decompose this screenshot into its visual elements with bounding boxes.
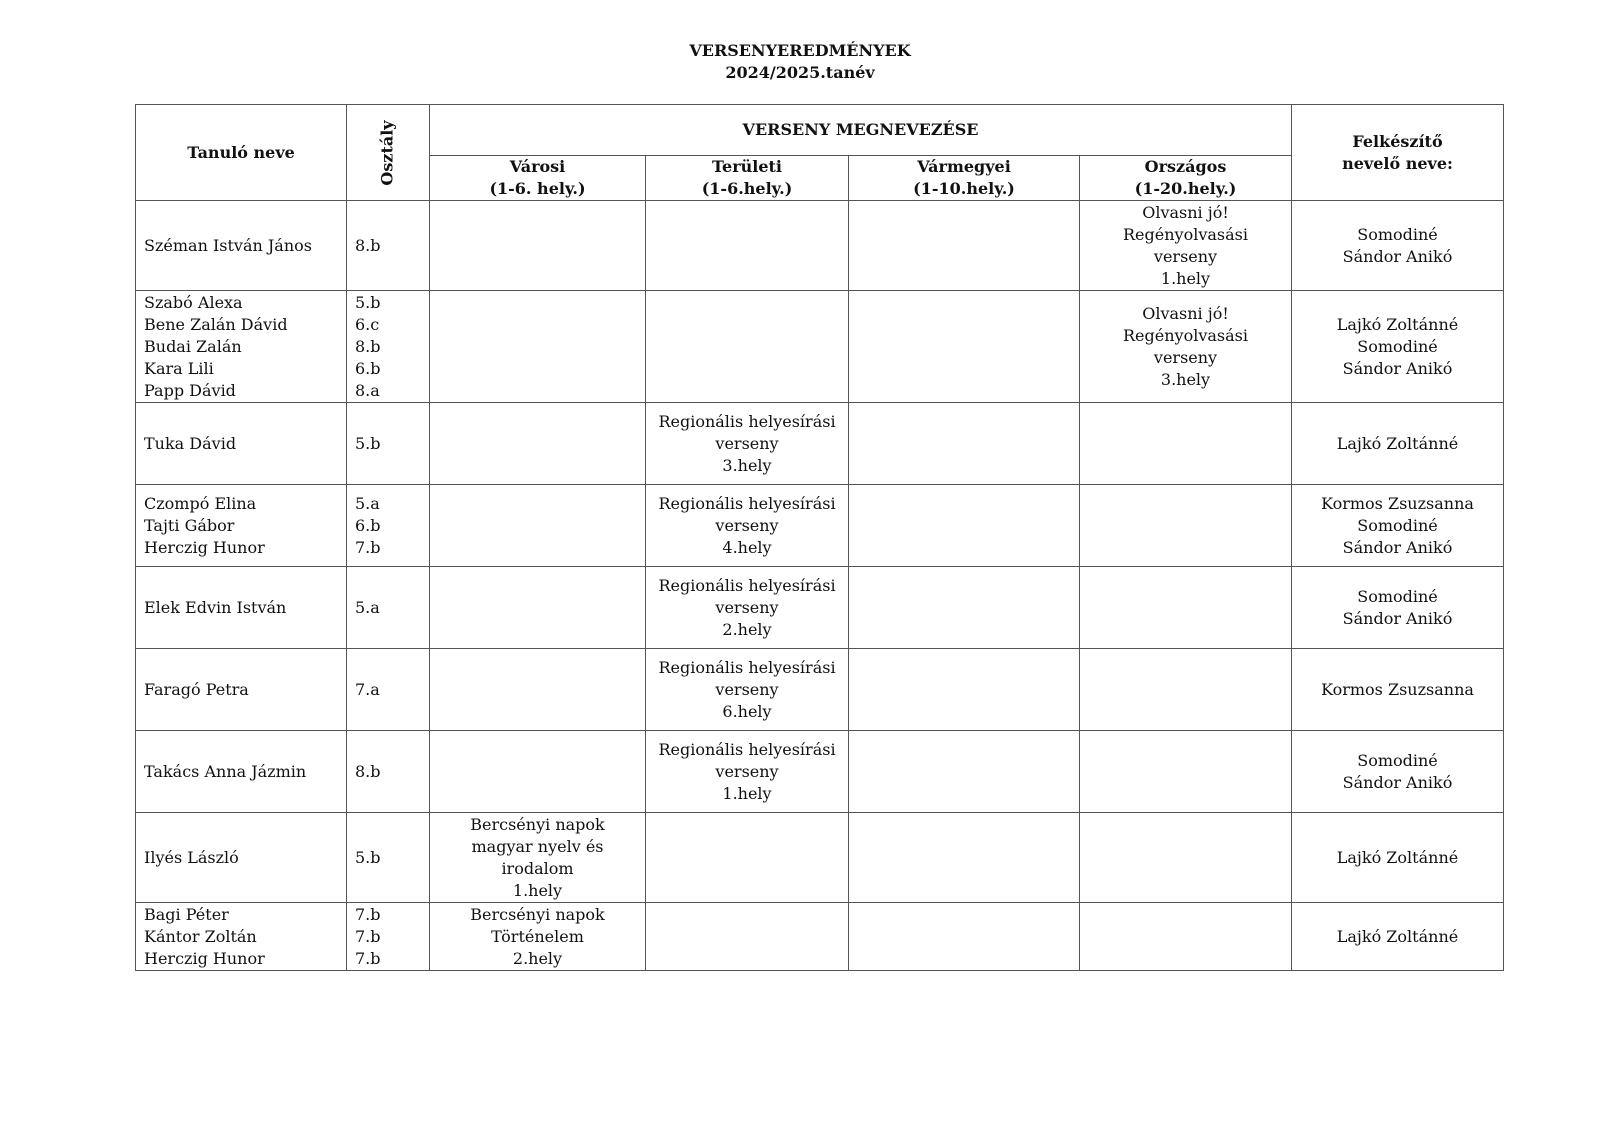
class-value: 6.b bbox=[355, 358, 381, 378]
teacher-name: Somodiné bbox=[1357, 515, 1438, 535]
varosi-cell bbox=[430, 731, 646, 813]
class-cell bbox=[347, 731, 430, 813]
header-level-orszagos bbox=[1080, 156, 1292, 201]
class-cell bbox=[347, 649, 430, 731]
class-value: 7.a bbox=[355, 679, 380, 699]
teruleti-result: verseny bbox=[715, 597, 779, 617]
header-class-label: Osztály bbox=[377, 119, 397, 186]
varosi-cell bbox=[430, 201, 646, 291]
title-line-1: VERSENYEREDMÉNYEK bbox=[689, 41, 911, 60]
header-level-varosi bbox=[430, 156, 646, 201]
varosi-cell bbox=[430, 567, 646, 649]
student-name: Bagi Péter bbox=[144, 904, 229, 924]
teruleti-result: verseny bbox=[715, 679, 779, 699]
student-name: Herczig Hunor bbox=[144, 948, 265, 968]
class-cell bbox=[347, 403, 430, 485]
table-row bbox=[136, 649, 1504, 731]
teruleti-result: 2.hely bbox=[722, 619, 772, 639]
teruleti-cell bbox=[646, 291, 849, 403]
teacher-cell bbox=[1292, 403, 1504, 485]
teruleti-result: Regionális helyesírási bbox=[658, 575, 836, 595]
varosi-cell bbox=[430, 649, 646, 731]
header-level-varosi-name: Városi bbox=[509, 157, 566, 176]
varosi-cell bbox=[430, 291, 646, 403]
student-name: Széman István János bbox=[144, 235, 312, 255]
teacher-cell bbox=[1292, 291, 1504, 403]
orszagos-cell bbox=[1080, 485, 1292, 567]
class-value: 5.a bbox=[355, 597, 380, 617]
header-level-orszagos-range: (1-20.hely.) bbox=[1134, 179, 1237, 198]
class-value: 6.b bbox=[355, 515, 381, 535]
student-name: Budai Zalán bbox=[144, 336, 242, 356]
teruleti-result: Regionális helyesírási bbox=[658, 657, 836, 677]
teruleti-cell bbox=[646, 649, 849, 731]
varosi-result: Történelem bbox=[491, 926, 584, 946]
student-name: Czompó Elina bbox=[144, 493, 257, 513]
orszagos-cell bbox=[1080, 291, 1292, 403]
teacher-name: Sándor Anikó bbox=[1342, 246, 1453, 266]
class-value: 6.c bbox=[355, 314, 380, 334]
teruleti-result: verseny bbox=[715, 433, 779, 453]
orszagos-cell bbox=[1080, 649, 1292, 731]
student-name: Elek Edvin István bbox=[144, 597, 287, 617]
header-level-teruleti bbox=[646, 156, 849, 201]
teruleti-result: Regionális helyesírási bbox=[658, 411, 836, 431]
class-value: 5.b bbox=[355, 433, 381, 453]
teacher-name: Sándor Anikó bbox=[1342, 537, 1453, 557]
teacher-name: Lajkó Zoltánné bbox=[1336, 433, 1459, 453]
class-value: 8.b bbox=[355, 235, 381, 255]
class-cell bbox=[347, 903, 430, 971]
student-name: Ilyés László bbox=[144, 847, 239, 867]
varosi-result: 1.hely bbox=[512, 880, 563, 900]
orszagos-cell bbox=[1080, 567, 1292, 649]
orszagos-result: Olvasni jó! bbox=[1142, 303, 1229, 323]
title-line-2: 2024/2025.tanév bbox=[725, 63, 875, 82]
student-names-cell bbox=[136, 403, 347, 485]
varosi-cell bbox=[430, 485, 646, 567]
teruleti-result: 6.hely bbox=[722, 701, 772, 721]
teacher-name: Kormos Zsuzsanna bbox=[1321, 679, 1474, 699]
teruleti-cell bbox=[646, 201, 849, 291]
student-name: Tuka Dávid bbox=[144, 433, 237, 453]
orszagos-result: 1.hely bbox=[1160, 268, 1211, 288]
varmegyei-cell bbox=[849, 649, 1080, 731]
teruleti-result: verseny bbox=[715, 515, 779, 535]
teruleti-cell bbox=[646, 403, 849, 485]
student-name: Tajti Gábor bbox=[144, 515, 235, 535]
table-row bbox=[136, 731, 1504, 813]
student-name: Szabó Alexa bbox=[144, 292, 243, 312]
varmegyei-cell bbox=[849, 731, 1080, 813]
orszagos-result: verseny bbox=[1153, 246, 1218, 266]
varmegyei-cell bbox=[849, 567, 1080, 649]
student-name: Takács Anna Jázmin bbox=[144, 761, 307, 781]
varosi-cell bbox=[430, 903, 646, 971]
table-row bbox=[136, 291, 1504, 403]
varosi-result: Bercsényi napok bbox=[470, 904, 605, 924]
student-names-cell bbox=[136, 291, 347, 403]
teruleti-result: verseny bbox=[715, 761, 779, 781]
varosi-cell bbox=[430, 403, 646, 485]
teruleti-cell bbox=[646, 903, 849, 971]
teruleti-result: Regionális helyesírási bbox=[658, 493, 836, 513]
orszagos-cell bbox=[1080, 813, 1292, 903]
header-teacher-line-1: Felkészítő bbox=[1352, 131, 1443, 151]
orszagos-cell bbox=[1080, 403, 1292, 485]
teruleti-result: 1.hely bbox=[722, 783, 772, 803]
document-title bbox=[0, 40, 1600, 84]
teruleti-result: 3.hely bbox=[722, 455, 772, 475]
teruleti-cell bbox=[646, 731, 849, 813]
orszagos-result: 3.hely bbox=[1160, 369, 1211, 389]
teacher-name: Somodiné bbox=[1357, 586, 1438, 606]
header-level-orszagos-name: Országos bbox=[1144, 157, 1227, 176]
header-level-teruleti-range: (1-6.hely.) bbox=[701, 179, 793, 198]
teacher-cell bbox=[1292, 567, 1504, 649]
results-table bbox=[135, 104, 1504, 971]
table-row bbox=[136, 903, 1504, 971]
teruleti-result: 4.hely bbox=[722, 537, 772, 557]
table-row bbox=[136, 485, 1504, 567]
header-level-varosi-range: (1-6. hely.) bbox=[489, 179, 586, 198]
class-cell bbox=[347, 201, 430, 291]
header-class bbox=[347, 105, 430, 201]
teacher-cell bbox=[1292, 485, 1504, 567]
varosi-cell bbox=[430, 813, 646, 903]
orszagos-cell bbox=[1080, 201, 1292, 291]
teruleti-result: Regionális helyesírási bbox=[658, 739, 836, 759]
header-competition: VERSENY MEGNEVEZÉSE bbox=[430, 105, 1292, 156]
varmegyei-cell bbox=[849, 201, 1080, 291]
table-row bbox=[136, 813, 1504, 903]
orszagos-result: Regényolvasási bbox=[1123, 224, 1248, 244]
teruleti-cell bbox=[646, 485, 849, 567]
student-names-cell bbox=[136, 485, 347, 567]
header-level-teruleti-name: Területi bbox=[711, 157, 783, 176]
class-value: 5.b bbox=[355, 847, 381, 867]
teacher-name: Lajkó Zoltánné bbox=[1336, 314, 1459, 334]
teacher-name: Somodiné bbox=[1357, 750, 1438, 770]
orszagos-cell bbox=[1080, 903, 1292, 971]
varosi-result: irodalom bbox=[501, 858, 574, 878]
student-name: Kara Lili bbox=[144, 358, 214, 378]
class-value: 7.b bbox=[355, 948, 381, 968]
table-row bbox=[136, 403, 1504, 485]
class-value: 7.b bbox=[355, 926, 381, 946]
class-cell bbox=[347, 567, 430, 649]
teacher-cell bbox=[1292, 903, 1504, 971]
class-cell bbox=[347, 813, 430, 903]
teacher-name: Sándor Anikó bbox=[1342, 772, 1453, 792]
student-name: Faragó Petra bbox=[144, 679, 249, 699]
varmegyei-cell bbox=[849, 903, 1080, 971]
teacher-name: Sándor Anikó bbox=[1342, 358, 1453, 378]
student-names-cell bbox=[136, 813, 347, 903]
orszagos-result: verseny bbox=[1153, 347, 1218, 367]
header-teacher-line-2: nevelő neve: bbox=[1342, 153, 1453, 173]
header-teacher bbox=[1292, 105, 1504, 201]
varosi-result: Bercsényi napok bbox=[470, 814, 605, 834]
varmegyei-cell bbox=[849, 813, 1080, 903]
table-row bbox=[136, 201, 1504, 291]
student-names-cell bbox=[136, 649, 347, 731]
varmegyei-cell bbox=[849, 485, 1080, 567]
header-level-varmegyei bbox=[849, 156, 1080, 201]
class-value: 8.a bbox=[355, 380, 380, 400]
class-cell bbox=[347, 485, 430, 567]
orszagos-cell bbox=[1080, 731, 1292, 813]
class-value: 7.b bbox=[355, 904, 381, 924]
varmegyei-cell bbox=[849, 403, 1080, 485]
header-student-name: Tanuló neve bbox=[136, 105, 347, 201]
teacher-cell bbox=[1292, 201, 1504, 291]
teacher-name: Lajkó Zoltánné bbox=[1336, 847, 1459, 867]
teacher-name: Somodiné bbox=[1357, 336, 1438, 356]
teacher-cell bbox=[1292, 649, 1504, 731]
student-name: Herczig Hunor bbox=[144, 537, 265, 557]
orszagos-result: Regényolvasási bbox=[1123, 325, 1248, 345]
header-level-varmegyei-name: Vármegyei bbox=[917, 157, 1011, 176]
student-names-cell bbox=[136, 731, 347, 813]
teacher-cell bbox=[1292, 813, 1504, 903]
class-cell bbox=[347, 291, 430, 403]
header-row-1 bbox=[136, 105, 1504, 156]
orszagos-result: Olvasni jó! bbox=[1142, 202, 1229, 222]
varosi-result: 2.hely bbox=[512, 948, 563, 968]
teruleti-cell bbox=[646, 813, 849, 903]
teacher-name: Lajkó Zoltánné bbox=[1336, 926, 1459, 946]
class-value: 7.b bbox=[355, 537, 381, 557]
class-value: 5.a bbox=[355, 493, 380, 513]
table-row bbox=[136, 567, 1504, 649]
teruleti-cell bbox=[646, 567, 849, 649]
teacher-cell bbox=[1292, 731, 1504, 813]
student-names-cell bbox=[136, 567, 347, 649]
teacher-name: Kormos Zsuzsanna bbox=[1321, 493, 1474, 513]
header-level-varmegyei-range: (1-10.hely.) bbox=[913, 179, 1015, 198]
results-body bbox=[136, 201, 1504, 971]
varosi-result: magyar nyelv és bbox=[471, 836, 604, 856]
student-names-cell bbox=[136, 903, 347, 971]
teacher-name: Somodiné bbox=[1357, 224, 1438, 244]
student-name: Kántor Zoltán bbox=[144, 926, 257, 946]
class-value: 5.b bbox=[355, 292, 381, 312]
student-name: Papp Dávid bbox=[144, 380, 236, 400]
class-value: 8.b bbox=[355, 761, 381, 781]
student-name: Bene Zalán Dávid bbox=[144, 314, 288, 334]
student-names-cell bbox=[136, 201, 347, 291]
class-value: 8.b bbox=[355, 336, 381, 356]
teacher-name: Sándor Anikó bbox=[1342, 608, 1453, 628]
varmegyei-cell bbox=[849, 291, 1080, 403]
